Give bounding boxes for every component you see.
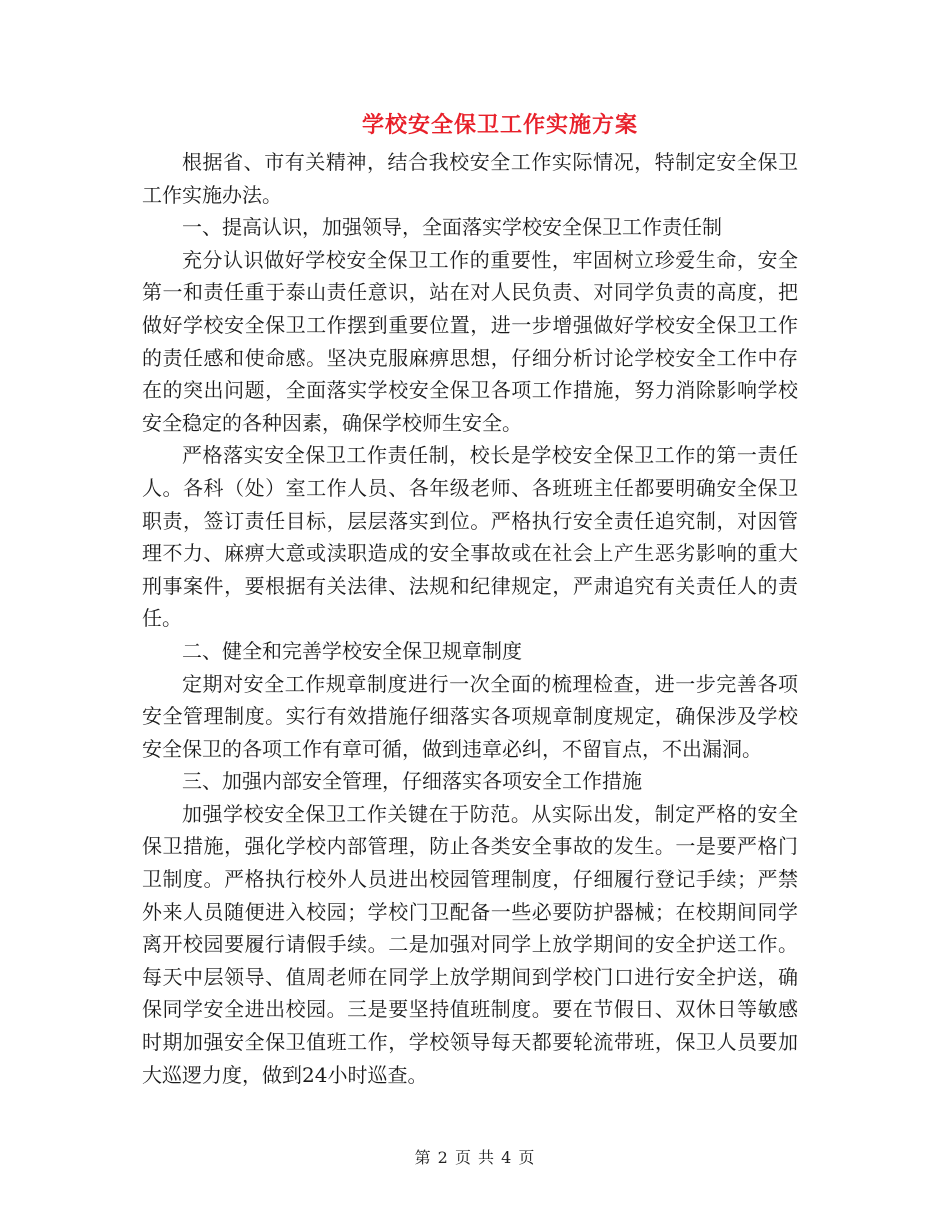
page-number-footer: 第 2 页 共 4 页: [414, 1148, 536, 1167]
document-title: 学校安全保卫工作实施方案: [361, 112, 638, 138]
paragraph: 严格落实安全保卫工作责任制，校长是学校安全保卫工作的第一责任人。各科（处）室工作人员、各年级老师、各班班主任都要明确安全保卫职责，签订责任目标，层层落实到位。严格执行安全责任追究制，对因管理不力、麻痹大意或渎职造成的安全事故或在社会上产生恶劣影响的重大刑事案件，要根据有关法律、法规和纪律规定，严肃追究有关责任人的责任。: [142, 443, 798, 631]
document-body: [142, 146, 798, 1091]
paragraph-intro: 根据省、市有关精神，结合我校安全工作实际情况，特制定安全保卫工作实施办法。: [142, 150, 798, 207]
paragraph: 定期对安全工作规章制度进行一次全面的梳理检查，进一步完善各项安全管理制度。实行有效措施仔细落实各项规章制度规定，确保涉及学校安全保卫的各项工作有章可循，做到违章必纠，不留盲点，不出漏洞。: [142, 671, 798, 761]
section-heading-3: 三、加强内部安全管理，仔细落实各项安全工作措施: [182, 769, 642, 794]
section-heading-2: 二、健全和完善学校安全保卫规章制度: [182, 638, 522, 663]
paragraph: 加强学校安全保卫工作关键在于防范。从实际出发，制定严格的安全保卫措施，强化学校内部管理，防止各类安全事故的发生。一是要严格门卫制度。严格执行校外人员进出校园管理制度，仔细履行登记手续；严禁外来人员随便进入校园；学校门卫配备一些必要防护器械；在校期间同学离开校园要履行请假手续。二是加强对同学上放学期间的安全护送工作。每天中层领导、值周老师在同学上放学期间到学校门口进行安全护送，确保同学安全进出校园。三是要坚持值班制度。要在节假日、双休日等敏感时期加强安全保卫值班工作，学校领导每天都要轮流带班，保卫人员要加大巡逻力度，做到24小时巡查。: [142, 801, 798, 1087]
paragraph: 充分认识做好学校安全保卫工作的重要性，牢固树立珍爱生命，安全第一和责任重于泰山责任意识，站在对人民负责、对同学负责的高度，把做好学校安全保卫工作摆到重要位置，进一步增强做好学校安全保卫工作的责任感和使命感。坚决克服麻痹思想，仔细分析讨论学校安全工作中存在的突出问题，全面落实学校安全保卫各项工作措施，努力消除影响学校安全稳定的各种因素，确保学校师生安全。: [142, 247, 798, 435]
section-heading-1: 一、提高认识，加强领导，全面落实学校安全保卫工作责任制: [182, 215, 722, 240]
